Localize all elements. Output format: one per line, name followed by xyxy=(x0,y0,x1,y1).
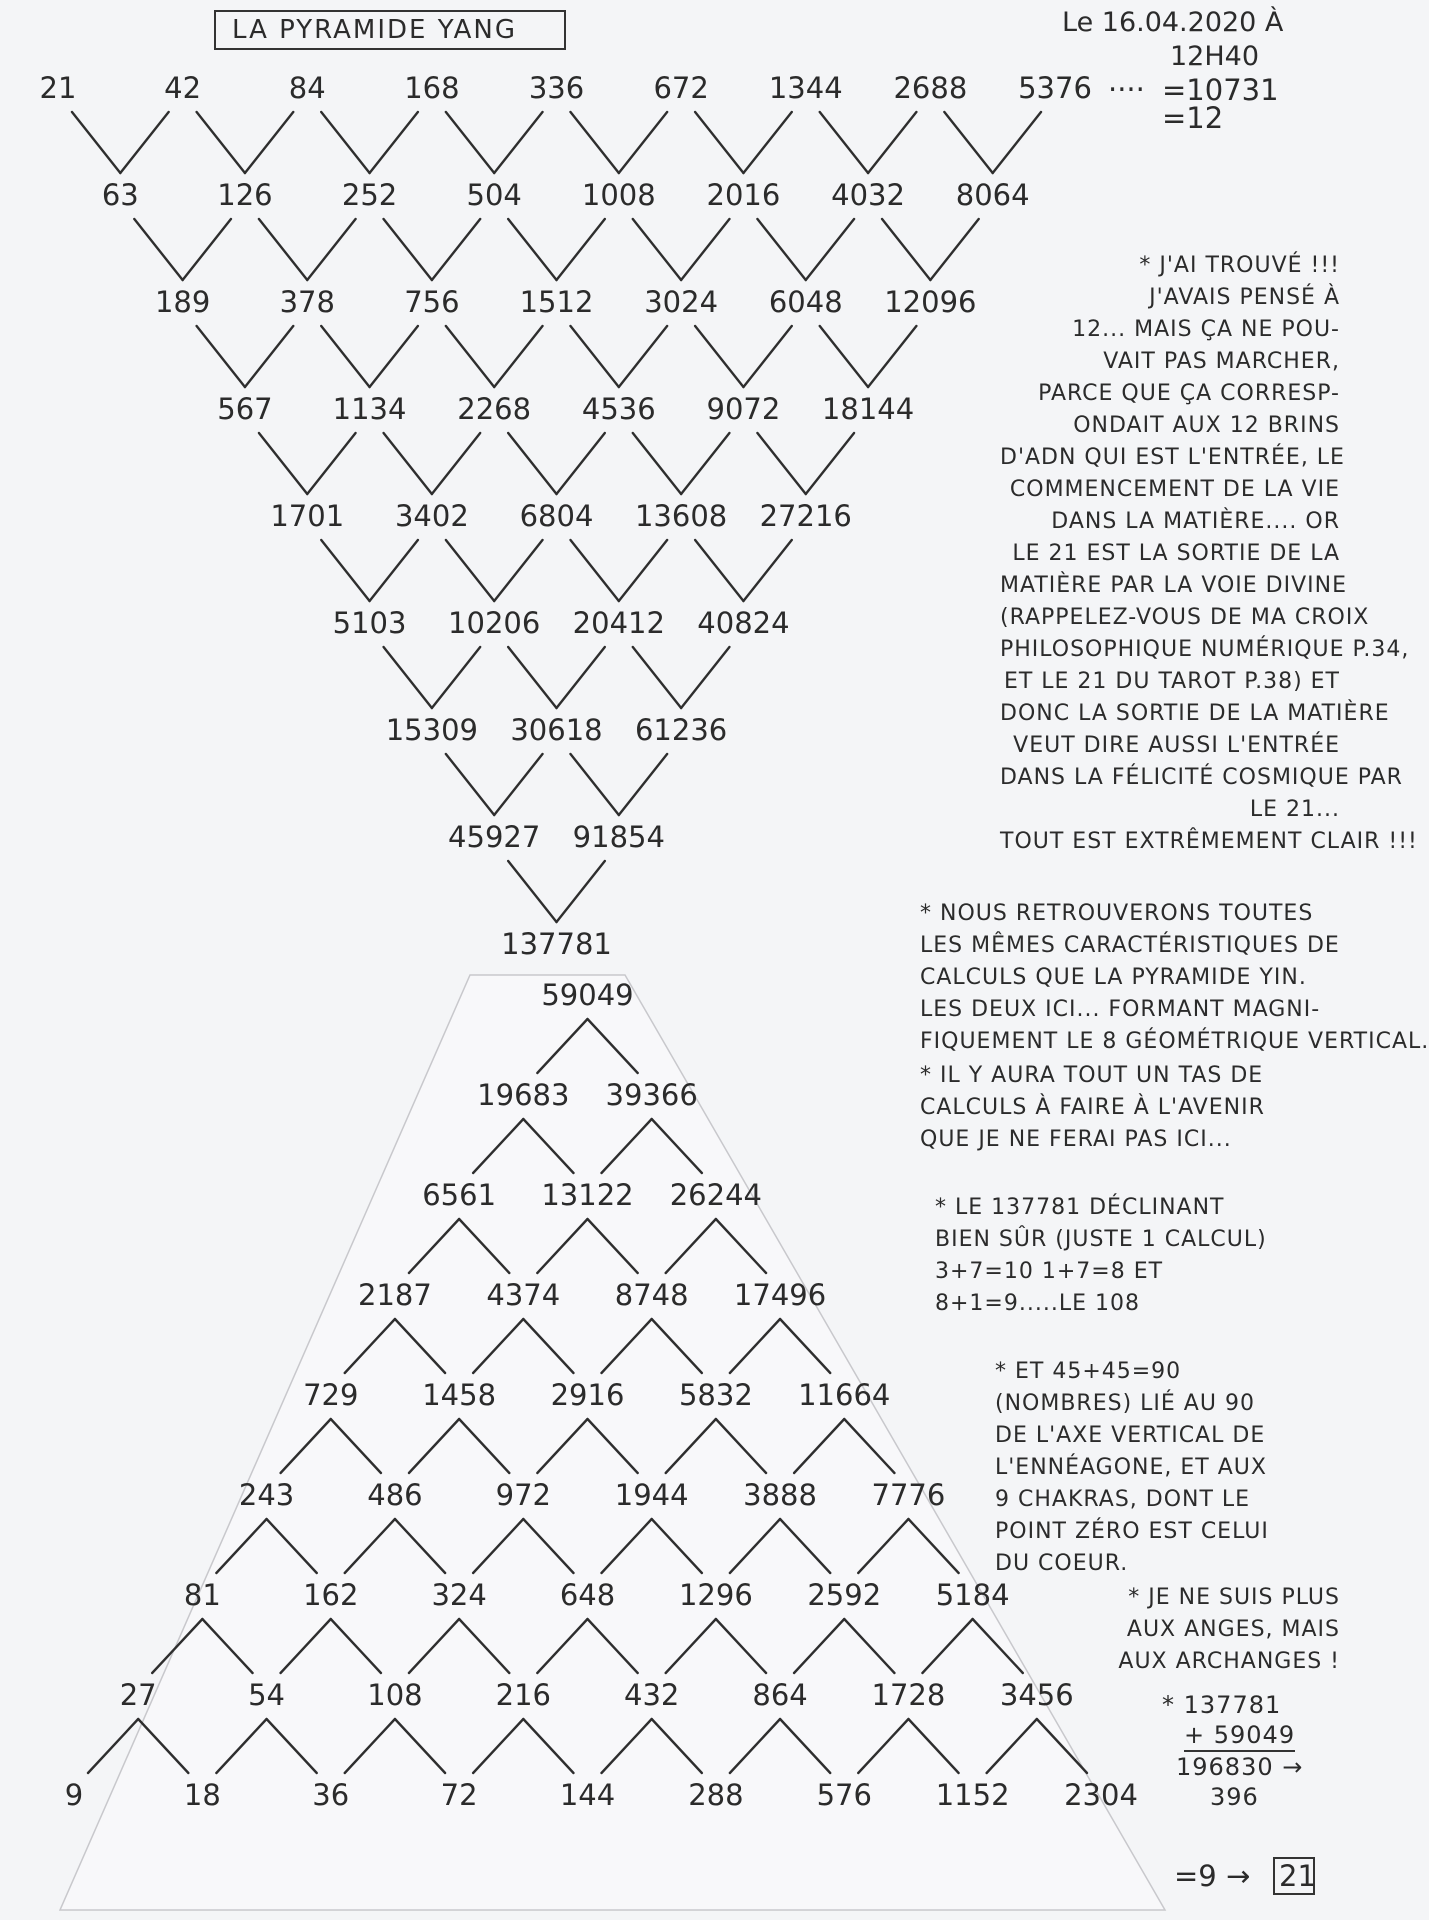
yin-number: 168 xyxy=(404,71,460,105)
note-line: * J'AI TROUVÉ !!! xyxy=(1139,253,1340,278)
yin-connector xyxy=(446,112,494,173)
yin-number: 336 xyxy=(528,71,585,105)
note-45-plus-45 xyxy=(995,1356,1269,1580)
yin-number: 1512 xyxy=(519,285,594,319)
note-line: CALCULS À FAIRE À L'AVENIR xyxy=(920,1095,1265,1120)
yin-connector xyxy=(571,112,619,173)
date-line-2: 12H40 xyxy=(1170,41,1260,72)
yin-connector xyxy=(494,540,542,601)
yin-connector xyxy=(120,112,168,173)
note-line: LE 21 EST LA SORTIE DE LA xyxy=(1012,541,1340,566)
yang-number: 11664 xyxy=(798,1378,891,1412)
yin-connector xyxy=(508,861,556,922)
yin-connector xyxy=(508,647,556,708)
yin-number: 63 xyxy=(101,178,139,212)
yin-connector xyxy=(868,326,916,387)
yin-number: 1134 xyxy=(332,392,407,426)
final-addition xyxy=(1162,1690,1303,1812)
yin-connector xyxy=(743,326,791,387)
yin-connector xyxy=(757,219,805,280)
yin-connector xyxy=(432,219,480,280)
yin-connector xyxy=(197,326,245,387)
note-future-calculations xyxy=(920,1060,1265,1156)
yang-number: 1728 xyxy=(871,1678,946,1712)
yin-connector xyxy=(820,112,868,173)
yang-number: 144 xyxy=(559,1778,616,1812)
yin-connector xyxy=(446,754,494,815)
yin-connector xyxy=(370,326,418,387)
yin-number: 9072 xyxy=(706,392,781,426)
yin-connector xyxy=(307,219,355,280)
yin-connector xyxy=(197,112,245,173)
yin-number: 40824 xyxy=(697,606,790,640)
yang-number: 81 xyxy=(183,1578,221,1612)
note-line: VEUT DIRE AUSSI L'ENTRÉE xyxy=(1013,733,1340,758)
yin-number: 2688 xyxy=(893,71,968,105)
yin-number: 189 xyxy=(154,285,211,319)
yang-number: 2304 xyxy=(1064,1778,1138,1812)
yang-number: 1944 xyxy=(614,1478,689,1512)
yin-connector xyxy=(806,433,854,494)
boxed-21: 21 xyxy=(1279,1859,1316,1893)
yin-connector xyxy=(868,112,916,173)
yin-connector xyxy=(944,112,992,173)
note-line: LES MÊMES CARACTÉRISTIQUES DE xyxy=(920,933,1340,958)
yin-connector xyxy=(820,326,868,387)
yang-number: 324 xyxy=(431,1578,487,1612)
yang-number: 5184 xyxy=(935,1578,1010,1612)
yin-connector xyxy=(757,433,805,494)
yin-connector xyxy=(695,540,743,601)
yin-connector xyxy=(432,647,480,708)
note-line: FIQUEMENT LE 8 GÉOMÉTRIQUE VERTICAL. xyxy=(920,1029,1429,1054)
note-line: 8+1=9.....LE 108 xyxy=(935,1291,1140,1316)
yin-connector xyxy=(557,861,605,922)
yin-connector xyxy=(743,540,791,601)
yin-connector xyxy=(557,647,605,708)
note-line: ONDAIT AUX 12 BRINS xyxy=(1073,413,1340,438)
yang-number: 27 xyxy=(119,1678,157,1712)
yang-number: 54 xyxy=(248,1678,286,1712)
addition-result: 396 xyxy=(1210,1783,1259,1811)
yin-number: 3024 xyxy=(644,285,719,319)
top-row-sum: =10731 xyxy=(1162,73,1279,107)
yang-number: 864 xyxy=(752,1678,808,1712)
note-line: (NOMBRES) LIÉ AU 90 xyxy=(995,1391,1255,1416)
yang-number: 243 xyxy=(238,1478,295,1512)
yin-connector xyxy=(508,433,556,494)
yang-number: 1152 xyxy=(935,1778,1010,1812)
yin-connector xyxy=(557,219,605,280)
yin-connector xyxy=(930,219,978,280)
yin-connector xyxy=(508,219,556,280)
note-line: DU COEUR. xyxy=(995,1551,1129,1576)
yang-number: 972 xyxy=(495,1478,551,1512)
yang-number: 6561 xyxy=(422,1178,497,1212)
yang-number: 7776 xyxy=(871,1478,946,1512)
yang-number: 26244 xyxy=(669,1178,763,1212)
yang-number: 18 xyxy=(183,1778,221,1812)
yin-connector xyxy=(993,112,1041,173)
note-found xyxy=(1000,250,1418,858)
yang-number: 59049 xyxy=(541,978,634,1012)
yin-number: 91854 xyxy=(572,820,665,854)
yin-number: 12096 xyxy=(884,285,977,319)
yin-number: 5376 xyxy=(1018,71,1092,105)
yin-connector xyxy=(384,647,432,708)
date-line-1: Le 16.04.2020 À xyxy=(1062,7,1284,38)
note-line: 12... MAIS ÇA NE POU- xyxy=(1072,317,1340,342)
yin-number: 61236 xyxy=(634,713,728,747)
yang-number: 2592 xyxy=(807,1578,882,1612)
yin-connector xyxy=(183,219,231,280)
yin-connector xyxy=(633,433,681,494)
yang-number: 288 xyxy=(688,1778,744,1812)
yang-number: 4374 xyxy=(486,1278,561,1312)
yin-number: 21 xyxy=(39,71,77,105)
yin-number: 4536 xyxy=(581,392,656,426)
yin-connector xyxy=(432,433,480,494)
note-line: DANS LA MATIÈRE.... OR xyxy=(1051,509,1340,534)
yin-connector xyxy=(681,647,729,708)
yang-number: 108 xyxy=(367,1678,423,1712)
yin-number: 45927 xyxy=(448,820,541,854)
note-line: POINT ZÉRO EST CELUI xyxy=(995,1519,1269,1544)
yang-number: 39366 xyxy=(605,1078,698,1112)
yin-connector xyxy=(134,219,182,280)
note-line: MATIÈRE PAR LA VOIE DIVINE xyxy=(1000,573,1348,598)
note-line: VAIT PAS MARCHER, xyxy=(1103,349,1340,374)
note-line: 9 CHAKRAS, DONT LE xyxy=(995,1487,1251,1512)
yin-connector xyxy=(384,219,432,280)
top-row-reduction: =12 xyxy=(1162,101,1224,135)
yin-connector xyxy=(681,433,729,494)
addition-sum: 196830 → xyxy=(1176,1753,1304,1781)
yang-number: 576 xyxy=(816,1778,872,1812)
yang-number: 8748 xyxy=(614,1278,689,1312)
note-line: QUE JE NE FERAI PAS ICI... xyxy=(920,1127,1232,1152)
yin-number: 30618 xyxy=(510,713,603,747)
top-row-ellipsis: .... xyxy=(1108,64,1145,98)
yin-connector xyxy=(619,112,667,173)
note-line: D'ADN QUI EST L'ENTRÉE, LE xyxy=(1000,445,1345,470)
yang-number: 1296 xyxy=(678,1578,753,1612)
yin-number: 126 xyxy=(217,178,273,212)
yang-number: 3456 xyxy=(999,1678,1074,1712)
yang-number: 9 xyxy=(64,1778,84,1812)
yin-connector xyxy=(571,754,619,815)
yin-connector xyxy=(695,326,743,387)
yin-number: 10206 xyxy=(448,606,541,640)
yin-number: 2268 xyxy=(457,392,532,426)
yin-connector xyxy=(681,219,729,280)
note-137781-reduction xyxy=(935,1192,1267,1320)
yin-connector xyxy=(806,219,854,280)
yin-connector xyxy=(882,219,930,280)
yin-connector xyxy=(633,647,681,708)
yin-number: 84 xyxy=(288,71,326,105)
yang-number: 729 xyxy=(303,1378,359,1412)
yin-number: 18144 xyxy=(821,392,915,426)
yin-connector xyxy=(494,326,542,387)
note-archangels xyxy=(1100,1582,1340,1678)
note-line: 3+7=10 1+7=8 ET xyxy=(935,1259,1164,1284)
yin-number: 756 xyxy=(404,285,460,319)
note-line: * IL Y AURA TOUT UN TAS DE xyxy=(920,1063,1264,1088)
yin-number: 1344 xyxy=(768,71,843,105)
yin-connector xyxy=(259,433,307,494)
yin-number: 1008 xyxy=(581,178,656,212)
yin-number: 1701 xyxy=(270,499,345,533)
yin-connector xyxy=(245,112,293,173)
yang-number: 432 xyxy=(624,1678,680,1712)
addend-1: * 137781 xyxy=(1162,1691,1282,1719)
yin-connector xyxy=(370,540,418,601)
yin-connector xyxy=(321,540,369,601)
yin-connector xyxy=(619,754,667,815)
yin-connector xyxy=(557,433,605,494)
note-line: TOUT EST EXTRÊMEMENT CLAIR !!! xyxy=(1000,829,1418,854)
yin-connector xyxy=(743,112,791,173)
note-line: J'AVAIS PENSÉ À xyxy=(1149,285,1340,310)
yin-number: 13608 xyxy=(634,499,728,533)
yin-number: 6048 xyxy=(768,285,843,319)
yin-connector xyxy=(245,326,293,387)
yang-number: 216 xyxy=(495,1678,551,1712)
yin-number: 8064 xyxy=(955,178,1030,212)
yin-connector xyxy=(259,219,307,280)
yang-number: 36 xyxy=(312,1778,350,1812)
note-line: * LE 137781 DÉCLINANT xyxy=(935,1195,1225,1220)
yin-number: 2016 xyxy=(706,178,781,212)
yang-number: 3888 xyxy=(743,1478,817,1512)
yin-number: 6804 xyxy=(519,499,594,533)
note-line: PARCE QUE ÇA CORRESP- xyxy=(1038,381,1340,406)
yin-number: 137781 xyxy=(501,927,612,961)
addend-2: + 59049 xyxy=(1184,1720,1295,1752)
yin-connector xyxy=(446,540,494,601)
yin-number: 672 xyxy=(653,71,709,105)
yin-connector xyxy=(619,540,667,601)
yang-number: 19683 xyxy=(477,1078,570,1112)
note-line: PHILOSOPHIQUE NUMÉRIQUE P.34, xyxy=(1000,637,1410,662)
yin-number: 378 xyxy=(279,285,335,319)
note-line: * NOUS RETROUVERONS TOUTES xyxy=(920,901,1314,926)
note-line: * JE NE SUIS PLUS xyxy=(1128,1585,1340,1610)
note-line: AUX ARCHANGES ! xyxy=(1118,1649,1340,1674)
note-line: BIEN SÛR (JUSTE 1 CALCUL) xyxy=(935,1227,1267,1252)
yang-number: 5832 xyxy=(678,1378,753,1412)
note-line: DANS LA FÉLICITÉ COSMIQUE PAR xyxy=(1000,765,1403,790)
yin-connector xyxy=(494,112,542,173)
yin-number: 504 xyxy=(466,178,522,212)
yin-connector xyxy=(307,433,355,494)
yin-connector xyxy=(446,326,494,387)
yin-connector xyxy=(321,326,369,387)
yang-number: 2916 xyxy=(550,1378,625,1412)
note-line: LE 21... xyxy=(1249,797,1340,822)
yang-number: 486 xyxy=(367,1478,423,1512)
note-line: DONC LA SORTIE DE LA MATIÈRE xyxy=(1000,701,1390,726)
yang-number: 13122 xyxy=(541,1178,634,1212)
yin-number: 42 xyxy=(164,71,202,105)
yang-number: 17496 xyxy=(733,1278,827,1312)
note-line: AUX ANGES, MAIS xyxy=(1126,1617,1340,1642)
yang-number: 2187 xyxy=(358,1278,432,1312)
yin-connector xyxy=(619,326,667,387)
yin-connector xyxy=(321,112,369,173)
yin-connector xyxy=(72,112,120,173)
yang-number: 72 xyxy=(440,1778,478,1812)
yin-number: 5103 xyxy=(332,606,407,640)
yin-connector xyxy=(370,112,418,173)
note-line: L'ENNÉAGONE, ET AUX xyxy=(995,1455,1267,1480)
yin-number: 3402 xyxy=(394,499,469,533)
note-characteristics xyxy=(920,898,1429,1058)
note-line: LES DEUX ICI... FORMANT MAGNI- xyxy=(920,997,1321,1022)
yin-number: 20412 xyxy=(572,606,665,640)
yang-number: 648 xyxy=(559,1578,616,1612)
yin-connector xyxy=(494,754,542,815)
note-line: DE L'AXE VERTICAL DE xyxy=(995,1423,1266,1448)
page-title: LA PYRAMIDE YANG xyxy=(214,10,566,50)
yang-number: 1458 xyxy=(422,1378,497,1412)
note-line: CALCULS QUE LA PYRAMIDE YIN. xyxy=(920,965,1307,990)
yin-number: 567 xyxy=(217,392,273,426)
note-line: ET LE 21 DU TAROT P.38) ET xyxy=(1003,669,1340,694)
yin-number: 27216 xyxy=(759,499,852,533)
yin-connector xyxy=(384,433,432,494)
yin-number: 4032 xyxy=(831,178,905,212)
note-line: COMMENCEMENT DE LA VIE xyxy=(1009,477,1340,502)
yin-connector xyxy=(571,326,619,387)
yin-connector xyxy=(633,219,681,280)
note-line: (RAPPELEZ-VOUS DE MA CROIX xyxy=(1000,605,1370,630)
yin-number: 252 xyxy=(341,178,398,212)
yin-connector xyxy=(571,540,619,601)
yang-number: 162 xyxy=(303,1578,359,1612)
yin-connector xyxy=(695,112,743,173)
yin-number: 15309 xyxy=(385,713,479,747)
note-line: * ET 45+45=90 xyxy=(995,1359,1182,1384)
bottom-row-sum: =9 → xyxy=(1174,1859,1251,1893)
